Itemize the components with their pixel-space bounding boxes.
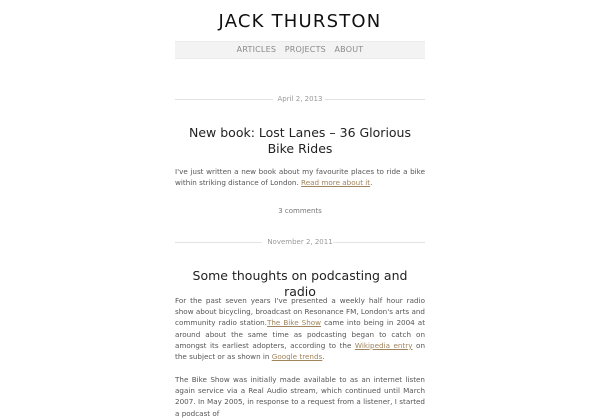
google-trends-link[interactable]: Google trends <box>271 352 323 362</box>
read-more-link[interactable]: Read more about it <box>301 178 371 188</box>
bike-show-link[interactable]: The Bike Show <box>266 318 322 328</box>
post-text: came into being in 2004 at around about the same time as podcasting began to catch on amongst its earliest adopters, according to the <box>175 318 426 350</box>
post-excerpt <box>175 166 425 188</box>
post-date-text: April 2, 2013 <box>273 95 328 103</box>
nav-item-about[interactable]: ABOUT <box>334 45 364 54</box>
post-text: . <box>322 352 325 362</box>
post-paragraph: The Bike Show was initially made available to as an internet listen again service via a Real Audio stream, which continued until March 2007. In May 2005, in response to a request from a listener, I started a podcast of <box>175 375 425 418</box>
site-title[interactable]: JACK THURSTON <box>218 11 382 32</box>
post-date <box>175 237 425 247</box>
post-title[interactable]: New book: Lost Lanes – 36 Glorious Bike Rides <box>189 125 411 156</box>
post-text: on the subject or as shown in <box>175 340 426 362</box>
post-date <box>175 94 425 104</box>
post-text: . <box>370 178 373 188</box>
nav-item-projects[interactable]: PROJECTS <box>284 45 326 54</box>
main-nav <box>175 41 425 59</box>
post-date-text: November 2, 2011 <box>262 238 337 246</box>
post-text: For the past seven years I've presented a weekly half hour radio show about bicycling, broadcast on Resonance FM, London's arts and community radio station. <box>175 296 425 328</box>
wikipedia-link[interactable]: Wikipedia entry <box>354 340 413 350</box>
post-title[interactable]: Some thoughts on podcasting and radio <box>192 268 408 299</box>
post-text: I've just written a new book about my favourite places to ride a bike within striking distance of London. <box>175 167 425 188</box>
post-paragraph <box>175 295 425 362</box>
nav-item-articles[interactable]: ARTICLES <box>236 45 277 54</box>
comments-count <box>175 206 425 216</box>
comments-link[interactable]: 3 comments <box>278 207 322 215</box>
